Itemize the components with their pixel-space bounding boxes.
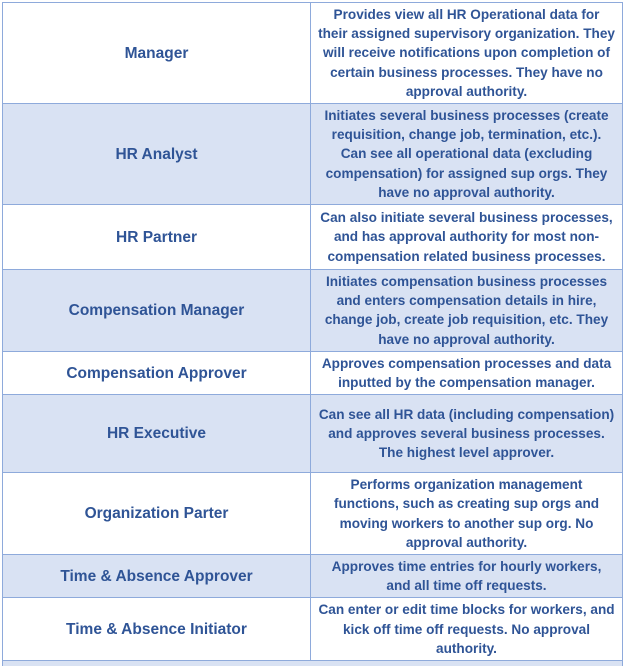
description-cell: Can also initiate several business processes, and has approval authority for most non-compensation related business processes. [320,210,613,264]
description-cell: Initiates compensation business processes and enters compensation details in hire, change job, create job requisition, etc. They have no approval authority. [324,274,609,347]
description-cell: Performs organization management functions, such as creating sup orgs and moving workers to another sup org. No approval authority. [333,477,600,550]
role-cell: Time & Absence Initiator [3,598,311,660]
roles-table-body [3,3,622,661]
role-cell: Organization Parter [3,473,311,554]
description-cell: Approves time entries for hourly workers, and all time off requests. [331,559,602,594]
partial-next-row [3,661,622,666]
role-cell: Compensation Manager [3,270,311,351]
table-row [3,598,622,661]
description-cell: Can see all HR data (including compensation) and approves several business processes. The highest level approver. [318,406,615,461]
table-row [3,555,622,598]
role-cell: HR Partner [3,205,311,269]
description-cell: Approves compensation processes and data inputted by the compensation manager. [321,355,612,391]
table-row [3,104,622,205]
role-cell: HR Executive [3,395,311,472]
table-row [3,352,622,395]
table-row [3,473,622,555]
role-cell: HR Analyst [3,104,311,204]
role-cell: Manager [3,3,311,103]
table-row [3,395,622,473]
table-row [3,205,622,270]
roles-table [2,2,623,666]
table-row [3,270,622,352]
description-cell: Initiates several business processes (create requisition, change job, termination, etc.). Can see all operational data (excluding compensation) for assigned sup orgs. They have no approval authority. [324,108,609,200]
description-cell: Provides view all HR Operational data for their assigned supervisory organization. They will receive notifications upon completion of certain business processes. They have no approval authority. [318,7,615,99]
description-cell: Can enter or edit time blocks for workers, and kick off time off requests. No approval authority. [318,602,615,656]
role-cell: Time & Absence Approver [3,555,311,597]
role-cell: Compensation Approver [3,352,311,394]
table-row [3,3,622,104]
